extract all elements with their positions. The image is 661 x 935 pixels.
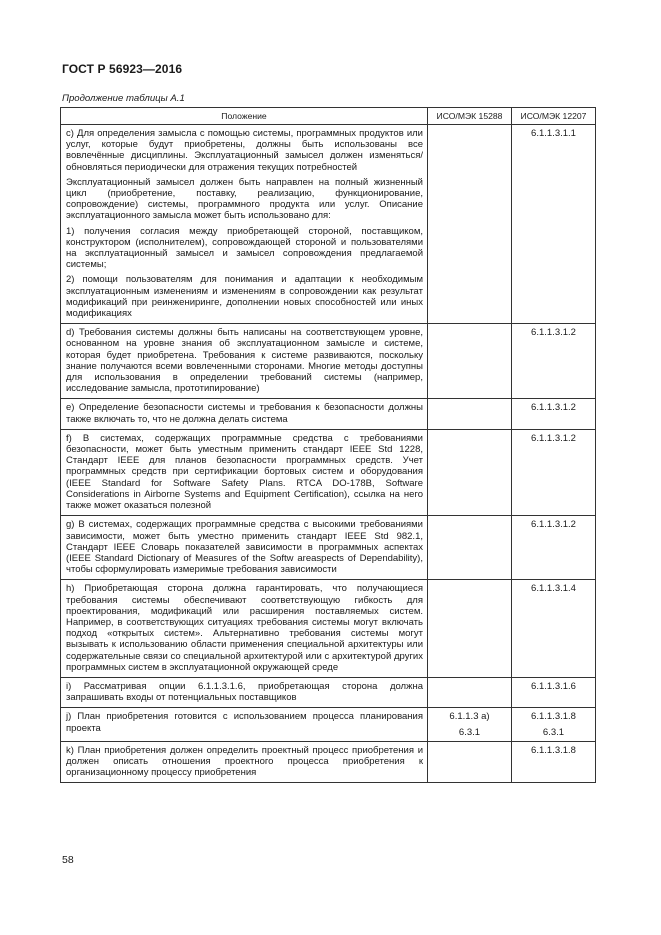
column-header-iso15288: ИСО/МЭК 15288 xyxy=(428,108,512,125)
provision-paragraph: c) Для определения замысла с помощью системы, программных продуктов или услуг, которые будут приобретены, должны быть использованы все вовлечённые дисциплины. Эксплуатационный замысел должен изменяться/обновляться периодически для отражения текущих потребностей xyxy=(66,128,423,173)
clause-reference: 6.1.1.3.1.2 xyxy=(531,432,576,444)
table-body xyxy=(61,125,596,783)
iso12207-ref-cell xyxy=(512,125,596,324)
provision-cell xyxy=(61,677,428,707)
requirements-table xyxy=(60,107,596,783)
provision-cell xyxy=(61,399,428,429)
page-number: 58 xyxy=(62,854,74,866)
iso15288-ref-cell xyxy=(428,741,512,783)
clause-reference: 6.1.1.3.1.2 xyxy=(531,519,576,531)
provision-paragraph: j) План приобретения готовится с использованием процесса планирования проекта xyxy=(66,711,423,734)
clause-reference: 6.1.1.3.1.8 xyxy=(531,711,576,723)
provision-cell xyxy=(61,708,428,741)
column-header-iso12207: ИСО/МЭК 12207 xyxy=(512,108,596,125)
iso15288-ref-cell xyxy=(428,125,512,324)
clause-reference: 6.1.1.3.1.2 xyxy=(531,402,576,414)
provision-paragraph: g) В системах, содержащих программные средства с высокими требованиями зависимости, может быть уместно применить стандарт IEEE Std 982.1, Стандарт IEEE Словарь показателей зависимости в программных аспектах (IEEE Standard Dictionary of Measures of the Softw areaspects of Dependability), чтобы сформулировать измеримые требования зависимости xyxy=(66,519,423,576)
clause-reference: 6.1.1.3.1.2 xyxy=(531,327,576,339)
provision-paragraph: Эксплуатационный замысел должен быть направлен на полный жизненный цикл (приобретение, поставку, реализацию, функционирование, сопровождение) системы, программного продукта или услуг. Описание эксплуатационного замысла может быть использовано для: xyxy=(66,176,423,222)
table-row xyxy=(61,708,596,741)
provision-cell xyxy=(61,324,428,399)
iso15288-ref-cell xyxy=(428,324,512,399)
clause-reference: 6.3.1 xyxy=(458,726,481,738)
provision-cell xyxy=(61,516,428,580)
clause-reference: 6.1.1.3.1.1 xyxy=(531,128,576,139)
iso12207-ref-cell xyxy=(512,324,596,399)
table-header-row xyxy=(61,108,596,125)
provision-paragraph: h) Приобретающая сторона должна гарантировать, что получающиеся требования системы обеспечивают соответствующую гибкость для проектирования, модификаций или расширения поставляемых систем. Например, в соответствующих ситуациях требования системы могут включать подход «открытых систем». Альтернативно требования системы могут вызывать к использованию области применения специальной архитектуры или содержательные связи со специальной архитектурой или с архитектурой других программных систем в эксплуатационной окружающей среде xyxy=(66,583,423,673)
iso15288-ref-cell xyxy=(428,429,512,515)
clause-reference: 6.1.1.3.1.6 xyxy=(531,680,576,692)
iso12207-ref-cell xyxy=(512,429,596,515)
table-row xyxy=(61,429,596,515)
iso12207-ref-cell xyxy=(512,580,596,678)
provision-cell xyxy=(61,580,428,678)
table-row xyxy=(61,741,596,783)
provision-paragraph: e) Определение безопасности системы и требования к безопасности должны также включать то, что не должна делать система xyxy=(66,402,423,425)
provision-paragraph: d) Требования системы должны быть написаны на соответствующем уровне, основанном на уровне знания об эксплуатационном замысле и системе, которая будет приобретена. Требования к системе развиваются, поскольку знание получаются всеми вовлеченными сторонами. Многие методы доступны для использования в определении требований системы (например, исследование замысла, прототипирование) xyxy=(66,327,423,395)
table-row xyxy=(61,399,596,429)
table-row xyxy=(61,580,596,678)
provision-paragraph: f) В системах, содержащих программные средства с требованиями безопасности, может быть уместным применить стандарт IEEE Std 1228, Стандарт IEEE для планов безопасности программных средств. Учет программных средств при сертификации бортовых систем и оборудования (IEEE Standard for Software Safety Plans. RTCA DO-178B, Software Considerations in Airborne Systems and Equipment Certification), ссылка на него также может оказаться полезной xyxy=(66,432,423,512)
iso12207-ref-cell xyxy=(512,516,596,580)
iso15288-ref-cell xyxy=(428,708,512,741)
iso15288-ref-cell xyxy=(428,677,512,707)
provision-paragraph: i) Рассматривая опции 6.1.1.3.1.6, приобретающая сторона должна запрашивать входы от потенциальных поставщиков xyxy=(66,680,423,704)
provision-paragraph: 1) получения согласия между приобретающей стороной, поставщиком, конструктором (исполнителем), сопровождающей стороной и пользователями на эксплуатационный замысел и замысел сопровождения предлагаемой системы; xyxy=(66,225,423,271)
column-header-provision: Положение xyxy=(61,108,428,125)
table-caption: Продолжение таблицы А.1 xyxy=(62,93,185,104)
clause-reference: 6.1.1.3 a) xyxy=(449,711,490,723)
iso15288-ref-cell xyxy=(428,516,512,580)
iso15288-ref-cell xyxy=(428,399,512,429)
iso12207-ref-cell xyxy=(512,741,596,783)
provision-cell xyxy=(61,741,428,783)
table-row xyxy=(61,677,596,707)
provision-paragraph: k) План приобретения должен определить проектный процесс приобретения и должен описать отношения проектного процесса приобретения к организационному процессу приобретения xyxy=(66,744,423,779)
provision-paragraph: 2) помощи пользователям для понимания и адаптации к необходимым эксплуатационным изменениям и изменениям в сопровождении как результат модификаций при реинжениринге, дополнении новых способностей или иных модификациях xyxy=(66,274,423,320)
iso12207-ref-cell xyxy=(512,677,596,707)
provision-cell xyxy=(61,125,428,324)
clause-reference: 6.1.1.3.1.4 xyxy=(531,583,576,595)
clause-reference: 6.1.1.3.1.8 xyxy=(531,744,576,756)
clause-reference: 6.3.1 xyxy=(542,726,565,738)
table-row xyxy=(61,324,596,399)
iso15288-ref-cell xyxy=(428,580,512,678)
provision-cell xyxy=(61,429,428,515)
iso12207-ref-cell xyxy=(512,399,596,429)
document-code: ГОСТ Р 56923—2016 xyxy=(62,62,183,76)
iso12207-ref-cell xyxy=(512,708,596,741)
table-row xyxy=(61,125,596,324)
table-row xyxy=(61,516,596,580)
